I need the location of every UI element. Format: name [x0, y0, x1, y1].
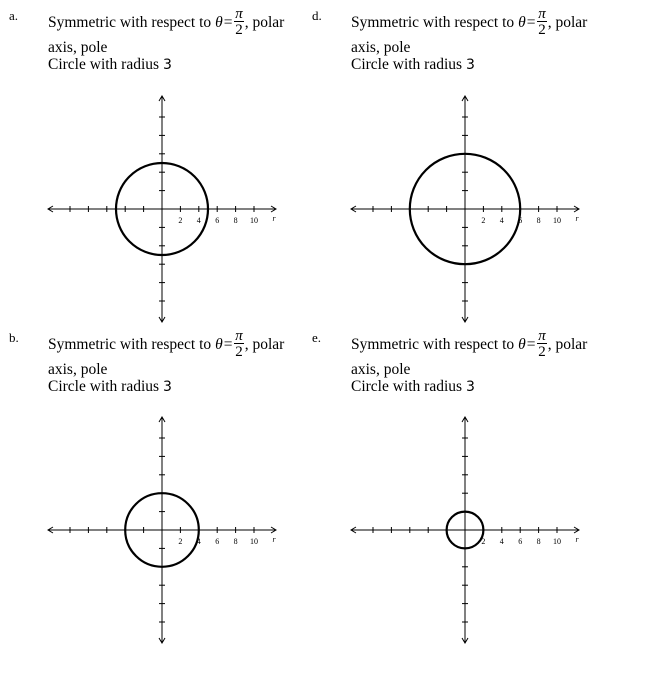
radius-value: 3	[162, 57, 172, 73]
fraction-denominator: 2	[235, 22, 243, 38]
fraction-numerator: π	[235, 6, 243, 22]
polar-graph	[303, 322, 653, 675]
option-letter: a.	[9, 8, 19, 23]
x-tick-label: 6	[215, 537, 220, 546]
symmetry-label: Symmetric with respect to	[351, 13, 515, 31]
x-tick-label: 2	[178, 216, 183, 225]
axis-variable-label: r	[575, 214, 579, 223]
circle-label: Circle with radius	[48, 56, 160, 73]
axis-pole-label: axis, pole	[48, 361, 108, 378]
fraction-numerator: π	[538, 6, 546, 22]
polar-graph	[0, 322, 320, 675]
axis-variable-label: r	[575, 535, 579, 544]
theta-symbol: θ=	[215, 335, 234, 353]
theta-symbol: θ=	[215, 13, 234, 31]
option-letter: e.	[312, 330, 322, 345]
radius-value: 3	[465, 57, 475, 73]
x-tick-label: 4	[196, 537, 201, 546]
x-tick-label: 8	[233, 537, 238, 546]
x-tick-label: 6	[518, 216, 523, 225]
circle-label: Circle with radius	[351, 378, 463, 395]
x-tick-label: 6	[518, 537, 523, 546]
axis-pole-label: axis, pole	[351, 361, 411, 378]
x-tick-label: 8	[536, 537, 541, 546]
option-letter: d.	[312, 8, 322, 23]
option-a[interactable]	[0, 0, 320, 330]
polar-label: , polar	[244, 13, 285, 31]
x-tick-label: 2	[481, 216, 486, 225]
option-d[interactable]	[303, 0, 653, 330]
x-tick-label: 10	[553, 216, 561, 225]
fraction-numerator: π	[538, 328, 546, 344]
x-tick-label: 10	[250, 216, 258, 225]
symmetry-label: Symmetric with respect to	[48, 13, 212, 31]
theta-symbol: θ=	[518, 13, 537, 31]
axis-variable-label: r	[272, 214, 276, 223]
x-tick-label: 8	[536, 216, 541, 225]
polar-label: , polar	[547, 13, 588, 31]
x-tick-label: 2	[481, 537, 486, 546]
x-tick-label: 6	[215, 216, 220, 225]
radius-value: 3	[162, 379, 172, 395]
option-letter: b.	[9, 330, 19, 345]
theta-symbol: θ=	[518, 335, 537, 353]
circle-label: Circle with radius	[351, 56, 463, 73]
x-tick-label: 10	[553, 537, 561, 546]
x-tick-label: 8	[233, 216, 238, 225]
symmetry-label: Symmetric with respect to	[351, 335, 515, 353]
symmetry-label: Symmetric with respect to	[48, 335, 212, 353]
fraction-numerator: π	[235, 328, 243, 344]
option-e[interactable]	[303, 322, 653, 675]
x-tick-label: 4	[499, 216, 504, 225]
axis-variable-label: r	[272, 535, 276, 544]
x-tick-label: 2	[178, 537, 183, 546]
fraction-denominator: 2	[538, 344, 546, 360]
option-b[interactable]	[0, 322, 320, 675]
x-tick-label: 4	[196, 216, 201, 225]
axis-pole-label: axis, pole	[351, 39, 411, 56]
polar-graph	[0, 0, 320, 330]
x-tick-label: 10	[250, 537, 258, 546]
polar-graph	[303, 0, 653, 330]
radius-value: 3	[465, 379, 475, 395]
circle-label: Circle with radius	[48, 378, 160, 395]
polar-label: , polar	[244, 335, 285, 353]
x-tick-label: 4	[499, 537, 504, 546]
axis-pole-label: axis, pole	[48, 39, 108, 56]
fraction-denominator: 2	[235, 344, 243, 360]
fraction-denominator: 2	[538, 22, 546, 38]
polar-label: , polar	[547, 335, 588, 353]
